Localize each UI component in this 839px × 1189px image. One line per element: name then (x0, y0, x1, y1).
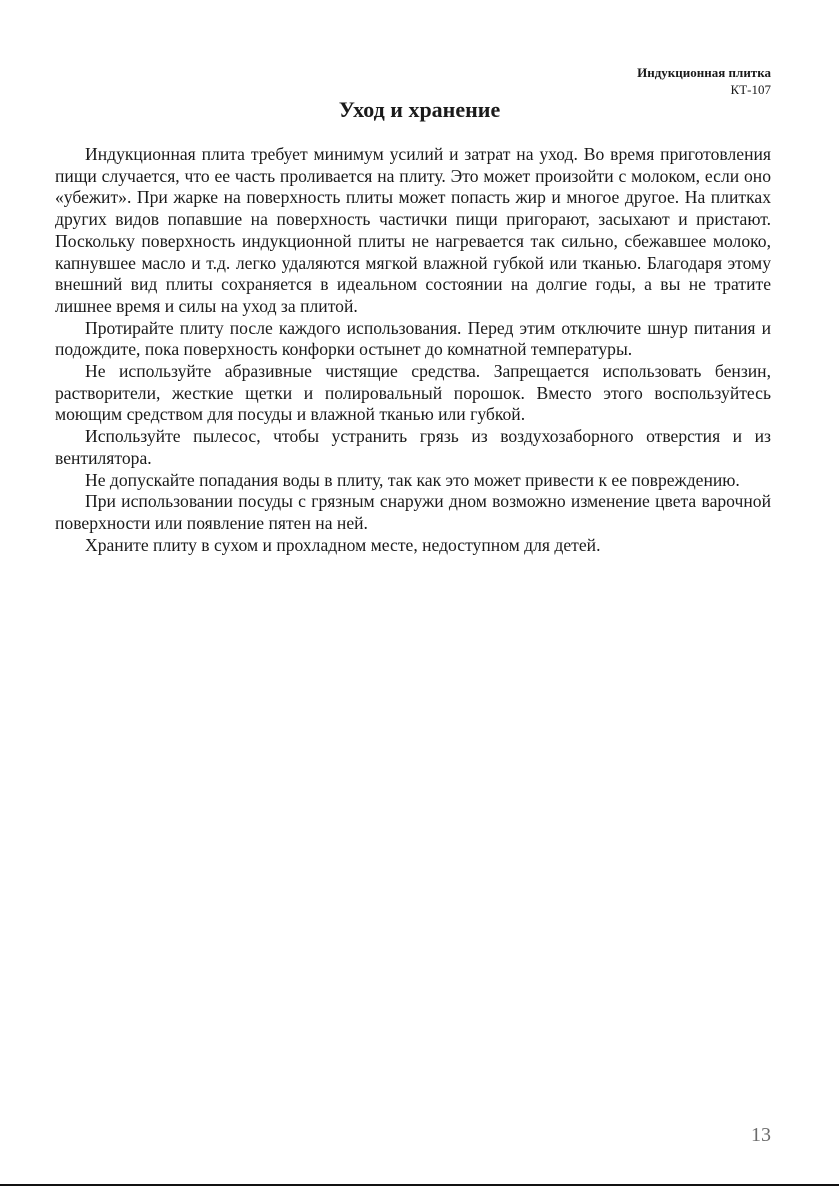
paragraph-storage: Храните плиту в сухом и прохладном месте, недоступном для детей. (85, 534, 601, 555)
paragraph-no-water: Не допускайте попадания воды в плиту, так как это может привести к ее повреждению. (85, 469, 740, 490)
paragraph-dirty-cookware: При использовании посуды с грязным снаружи дном возможно изменение цвета варочной поверхности или появление пятен на ней. (55, 491, 771, 533)
paragraph-no-abrasives: Не используйте абразивные чистящие средства. Запрещается использовать бензин, растворители, жесткие щетки и полировальный порошок. Вместо этого воспользуйтесь моющим средством для посуды и влажной тканью или губкой. (55, 361, 771, 425)
header-product-name: Индукционная плитка (637, 65, 771, 80)
page-title: Уход и хранение (338, 97, 501, 122)
paragraph-vacuum: Используйте пылесос, чтобы устранить грязь из воздухозаборного отверстия и из вентилятора. (55, 426, 771, 468)
bottom-rule (0, 1184, 839, 1186)
running-header (637, 64, 771, 98)
page-number: 13 (751, 1124, 771, 1146)
header-model-number: КТ-107 (730, 82, 771, 97)
paragraph-wipe: Протирайте плиту после каждого использования. Перед этим отключите шнур питания и подождите, пока поверхность конфорки остынет до комнатной температуры. (55, 317, 771, 360)
paragraph-intro: Индукционная плита требует минимум усилий и затрат на уход. Во время приготовления пищи случается, что ее часть проливается на плиту. Это может произойти с молоком, если оно «убежит». При жарке на поверхность плиты может попасть жир и многое другое. На плитках других видов попавшие на поверхность частички пищи пригорают, засыхают и пристают. Поскольку поверхность индукционной плиты не нагревается так сильно, сбежавшее молоко, капнувшее масло и т.д. легко удаляются мягкой влажной губкой или тканью. Благодаря этому внешний вид плиты сохраняется в идеальном состоянии на долгие годы, а вы не тратите лишнее время и силы на уход за плитой. (55, 144, 771, 316)
body-text (55, 144, 771, 556)
